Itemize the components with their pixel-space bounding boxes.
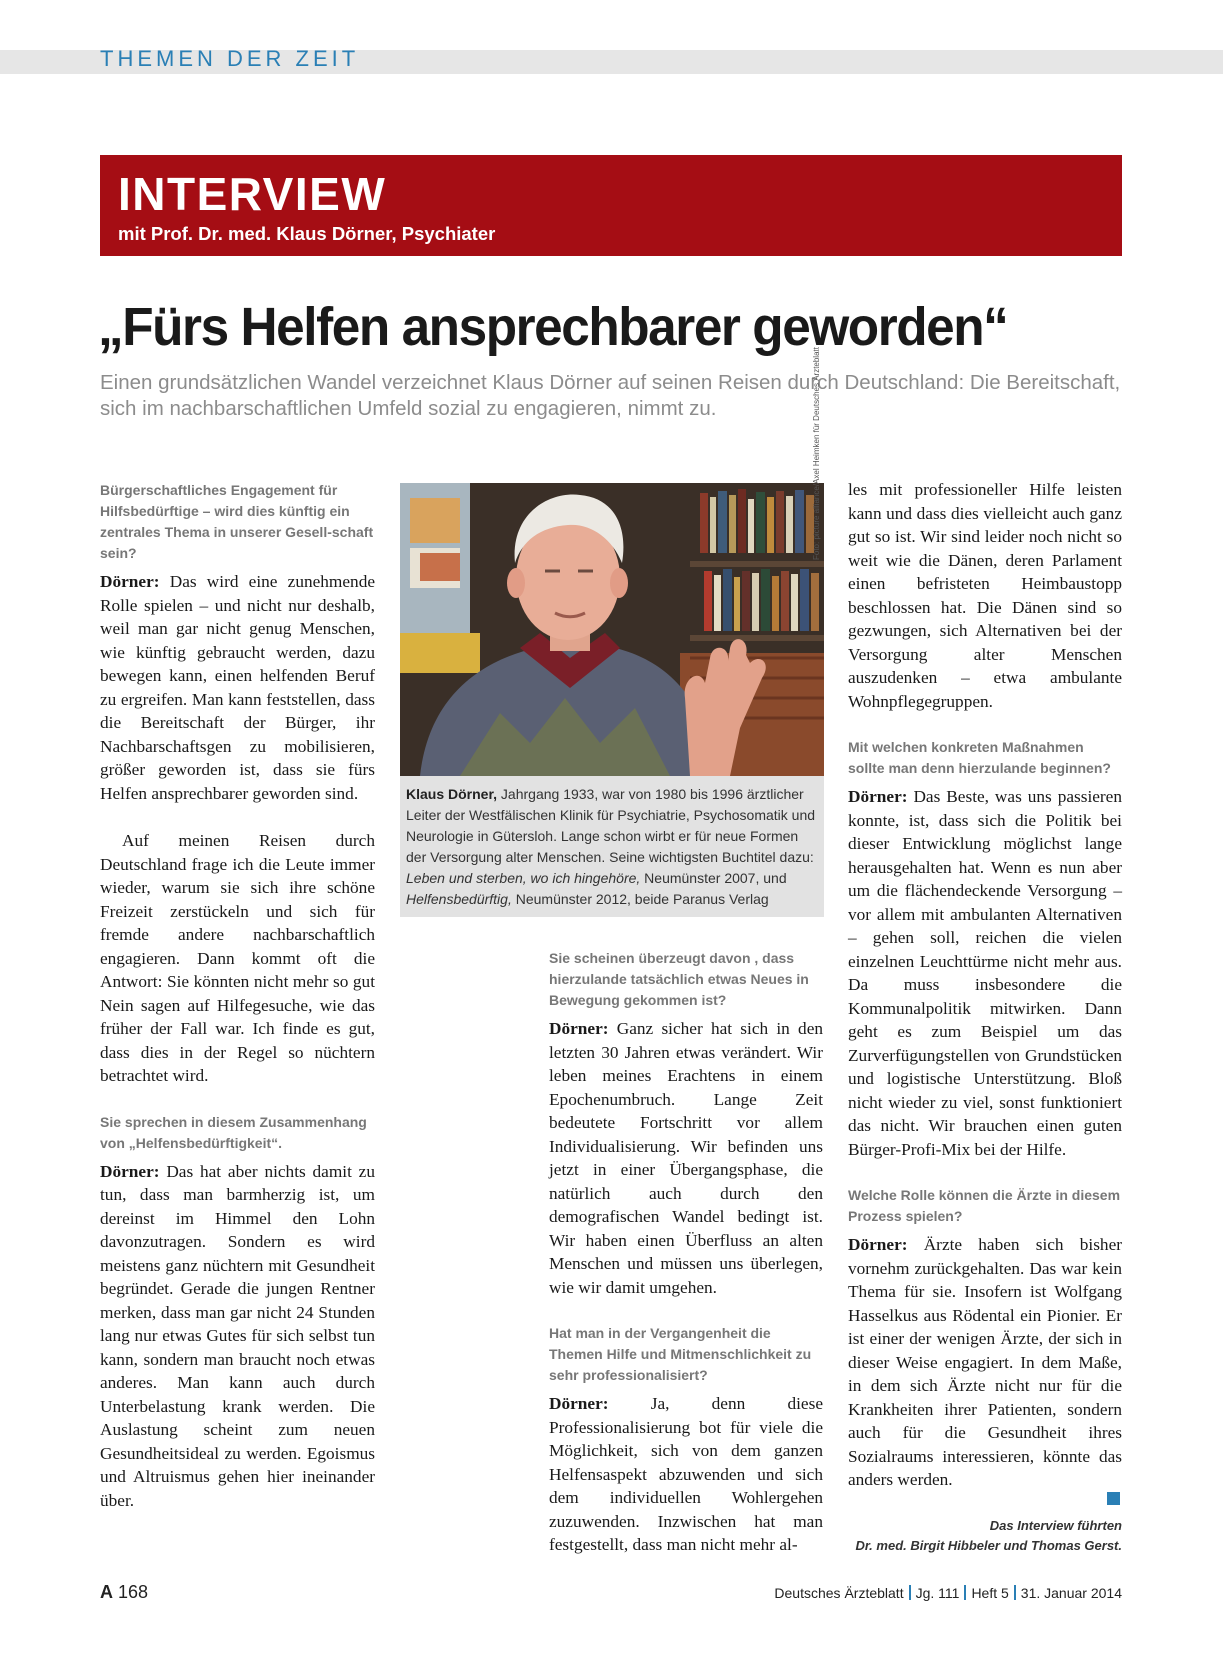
journal-footer xyxy=(774,1585,1122,1601)
credits-line-2: Dr. med. Birgit Hibbeler und Thomas Gerst. xyxy=(855,1538,1122,1553)
journal-issue: Heft 5 xyxy=(971,1585,1009,1601)
answer xyxy=(549,1392,823,1557)
answer-paragraph: Auf meinen Reisen durch Deutschland frage ich die Leute immer wieder, warum sie sich ihre schöne Freizeit zerstückeln und sich für fremde andere nachbarschaftlich engagieren. Dann kommt oft die Antwort: Sie könnten nicht mehr so gut Nein sagen auf Hilfegesuche, wie das früher der Fall war. Ich finde es gut, dass dies in der Regel so nüchtern betrachtet wird. xyxy=(100,831,375,1085)
answer xyxy=(848,785,1122,1161)
caption-book-2: Helfensbedürftig, xyxy=(406,891,512,907)
page-number xyxy=(100,1582,148,1603)
page-number-value: 168 xyxy=(118,1582,149,1602)
section-title: THEMEN DER ZEIT xyxy=(100,46,360,71)
text-column-1 xyxy=(100,480,375,1512)
portrait-photo xyxy=(400,483,824,776)
speaker-label: Dörner: xyxy=(100,1161,160,1181)
speaker-label: Dörner: xyxy=(848,787,908,806)
end-mark xyxy=(1107,1492,1120,1505)
journal-date: 31. Januar 2014 xyxy=(1020,1585,1122,1601)
question: Hat man in der Vergangenheit die Themen Hilfe und Mitmenschlichkeit zu sehr professionalisiert? xyxy=(549,1325,812,1383)
interview-banner xyxy=(100,155,1122,256)
answer xyxy=(549,1017,823,1299)
question: Bürgerschaftliches Engagement für Hilfsbedürftige – wird dies künftig ein zentrales Thema in unserer Gesell-schaft sein? xyxy=(100,482,374,561)
answer xyxy=(848,1233,1122,1492)
footer-divider xyxy=(909,1585,911,1600)
credits-line-1: Das Interview führten xyxy=(989,1518,1122,1533)
answer-text: Ja, denn diese Professionalisierung bot für viele die Möglichkeit, sich von dem ganzen Helfensaspekt abzuwenden und sich dem individuellen Wohlergehen zuzuwenden. Inzwischen hat man festgestellt, dass man nicht mehr al- xyxy=(549,1394,823,1554)
page-prefix: A xyxy=(100,1582,113,1602)
text-column-3 xyxy=(848,478,1122,1492)
question: Sie sprechen in diesem Zusammenhang von „Helfensbedürftigkeit“. xyxy=(100,1113,367,1151)
answer-text: Das wird eine zunehmende Rolle spielen – und nicht nur deshalb, weil man gar nicht genug Menschen, wie künftig gebraucht werden, dazu bewegen kann, einen helfenden Beruf zu ergreifen. Man kann feststellen, dass die Bereitschaft der Bürger, ihr Nachbarschaftsgen zu mobilisieren, größer geworden ist, dass sie fürs Helfen ansprechbarer geworden sind. xyxy=(100,572,376,803)
standfirst: Einen grundsätzlichen Wandel verzeichnet Klaus Dörner auf seinen Reisen durch Deutschland: Die Bereitschaft, sich im nachbarschaftlichen Umfeld sozial zu engagieren, nimmt zu. xyxy=(100,371,1121,420)
portrait-illustration xyxy=(400,483,824,776)
continued-answer: les mit professioneller Hilfe leisten kann und dass dies vielleicht auch ganz gut so ist. Wir sind leider noch nicht so weit wie die Dänen, deren Parlament einen befristeten Heimbaustopp beschlossen hat. Die Dänen sind so gezwungen, sich Alternativen bei der Versorgung alter Menschen auszudenken – etwa ambulante Wohnpflegegruppen. xyxy=(848,480,1122,711)
answer-text: Ärzte haben sich bisher vornehm zurückgehalten. Das war kein Thema für sie. Insofern ist Wolfgang Hasselkus aus Rödental ein Pionier. Er ist einer der wenigen Ärzte, der sich in dieser Weise engagiert. In dem Maße, in dem sich Ärzte nicht nur für die Krankheiten ihrer Patienten, sondern auch für die Gesundheit ihres Sozialraums interessieren, könnte das anders werden. xyxy=(848,1235,1122,1489)
footer-divider xyxy=(964,1585,966,1600)
photo-caption xyxy=(406,784,820,910)
speaker-label: Dörner: xyxy=(848,1235,908,1254)
caption-name: Klaus Dörner, xyxy=(406,786,498,802)
answer-text: Das hat aber nichts damit zu tun, dass man barmherzig ist, um dereinst im Himmel den Lohn davonzutragen. Sondern es wird meistens ganz nüchtern mit Gesundheit begründet. Gerade die jungen Rentner merken, dass man gar nicht 24 Stunden lang nur etwas Gutes für sich selbst tun kann, sondern man braucht noch etwas anderes. Man kann auch durch Unterbelastung krank werden. Die Auslastung scheint zum neuen Gesundheitsideal zu werden. Egoismus und Altruismus gehen hier ineinander über. xyxy=(100,1161,375,1510)
answer xyxy=(100,570,375,805)
headline: „Fürs Helfen ansprechbarer geworden“ xyxy=(98,297,1008,357)
speaker-label: Dörner: xyxy=(549,1394,609,1413)
caption-book-1-info: Neumünster 2007, und xyxy=(644,870,787,886)
caption-book-2-info: Neumünster 2012, beide Paranus Verlag xyxy=(515,891,769,907)
answer-text: Das Beste, was uns passieren konnte, ist, dass sich die Politik bei dieser Entwicklung möglichst lange herausgehalten hat. Wenn es nun aber um die flächendeckende Versorgung – vor allem mit ambulanten Alternativen – gehen soll, reichen die vielen einzelnen Leuchttürme nicht mehr aus. Da muss insbesondere die Kommunalpolitik mitwirken. Dann geht es zum Beispiel um das Zurverfügungstellen von Grundstücken und logistische Unterstützung. Bloß nicht wieder zu viel, sonst funktioniert das nicht. Wir brauchen einen guten Bürger-Profi-Mix bei der Hilfe. xyxy=(848,787,1122,1159)
speaker-label: Dörner: xyxy=(549,1019,609,1038)
caption-text: Jahrgang 1933, war von 1980 bis 1996 ärztlicher Leiter der Westfälischen Klinik für Psychiatrie, Psychosomatik und Neurologie in Gütersloh. Lange schon wirbt er für neue Formen der Versorgung alter Menschen. Seine wichtigsten Buchtitel dazu: xyxy=(406,786,816,865)
question: Welche Rolle können die Ärzte in diesem Prozess spielen? xyxy=(848,1187,1121,1224)
caption-book-1: Leben und sterben, wo ich hingehöre, xyxy=(406,870,641,886)
journal-name: Deutsches Ärzteblatt xyxy=(774,1585,904,1601)
photo-credit: Foto: picture alliance/Axel Heimken für Deutsches Ärzteblatt xyxy=(812,347,821,560)
answer-text: Ganz sicher hat sich in den letzten 30 Jahren etwas verändert. Wir leben meines Erachtens in einem Epochenumbruch. Lange Zeit bedeutete Fortschritt vor allem Individualisierung. Wir befinden uns jetzt in einer Übergangsphase, die natürlich auch durch den demografischen Wandel bedingt ist. Wir haben einen Überfluss an alten Menschen und müssen uns überlegen, wie wir damit umgehen. xyxy=(549,1019,824,1297)
speaker-label: Dörner: xyxy=(100,572,160,591)
banner-label: INTERVIEW xyxy=(118,168,387,220)
interview-credits xyxy=(848,1516,1122,1556)
banner-sublabel: mit Prof. Dr. med. Klaus Dörner, Psychiater xyxy=(118,223,496,244)
question: Mit welchen konkreten Maßnahmen sollte man denn hierzulande beginnen? xyxy=(848,739,1111,776)
answer xyxy=(100,1160,375,1513)
footer-divider xyxy=(1014,1585,1016,1600)
text-column-2 xyxy=(549,948,823,1557)
journal-volume: Jg. 111 xyxy=(915,1585,960,1601)
question: Sie scheinen überzeugt davon , dass hierzulande tatsächlich etwas Neues in Bewegung gekommen ist? xyxy=(549,950,809,1008)
